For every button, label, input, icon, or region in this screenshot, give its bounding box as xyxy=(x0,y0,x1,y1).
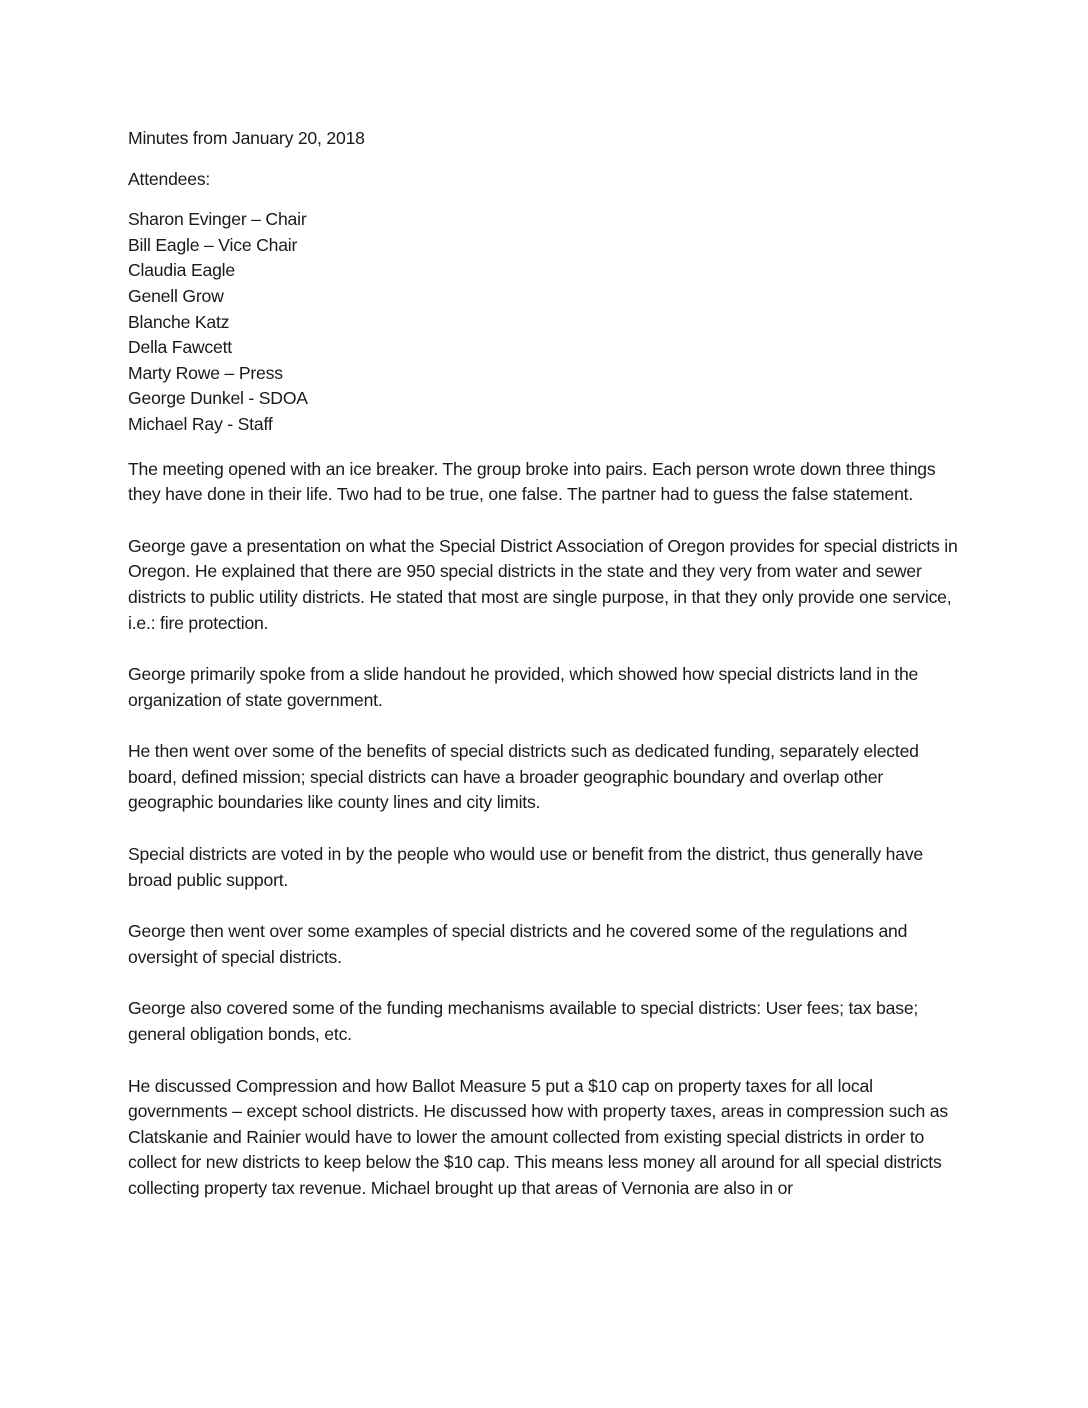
attendee-item: Claudia Eagle xyxy=(128,260,235,281)
paragraph-funding: George also covered some of the funding mechanisms available to special districts: User fees; tax base; general obligation bonds, etc. xyxy=(128,998,919,1045)
paragraph-compression: He discussed Compression and how Ballot Measure 5 put a $10 cap on property taxes for all local governments – except school districts. He discussed how with property taxes, areas in compression such as Clatskanie and Rainier would have to lower the amount collected from existing special districts in order to collect for new districts to keep below the $10 cap. This means less money all around for all special districts collecting property tax revenue. Michael brought up that areas of Vernonia are also in or xyxy=(128,1075,948,1198)
attendee-item: Bill Eagle – Vice Chair xyxy=(128,234,298,255)
attendee-item: George Dunkel - SDOA xyxy=(128,388,308,409)
attendee-item: Sharon Evinger – Chair xyxy=(128,209,307,230)
attendee-item: Della Fawcett xyxy=(128,337,232,358)
attendee-item: Genell Grow xyxy=(128,285,224,306)
paragraph-icebreaker: The meeting opened with an ice breaker. The group broke into pairs. Each person wrote down three things they have done in their life. Two had to be true, one false. The partner had to guess the false statement. xyxy=(128,458,936,505)
attendee-list xyxy=(128,207,968,437)
paragraph-benefits: He then went over some of the benefits of special districts such as dedicated funding, separately elected board, defined mission; special districts can have a broader geographic boundary and overlap other geographic boundaries like county lines and city limits. xyxy=(128,741,919,813)
attendee-item: Marty Rowe – Press xyxy=(128,362,283,383)
paragraph-examples: George then went over some examples of special districts and he covered some of the regulations and oversight of special districts. xyxy=(128,921,908,967)
attendee-item: Blanche Katz xyxy=(128,311,230,332)
attendees-heading: Attendees: xyxy=(128,168,211,189)
paragraph-voted-in: Special districts are voted in by the people who would use or benefit from the district, thus generally have broad public support. xyxy=(128,844,923,890)
minutes-title: Minutes from January 20, 2018 xyxy=(128,128,365,148)
paragraph-slide-handout: George primarily spoke from a slide handout he provided, which showed how special districts land in the organization of state government. xyxy=(128,664,919,710)
paragraph-presentation: George gave a presentation on what the Special District Association of Oregon provides for special districts in Oregon. He explained that there are 950 special districts in the state and they very from water and sewer districts to public utility districts. He stated that most are single purpose, in that they only provide one service, i.e.: fire protection. xyxy=(128,535,958,633)
document-page xyxy=(128,126,968,1228)
attendee-item: Michael Ray - Staff xyxy=(128,413,273,434)
